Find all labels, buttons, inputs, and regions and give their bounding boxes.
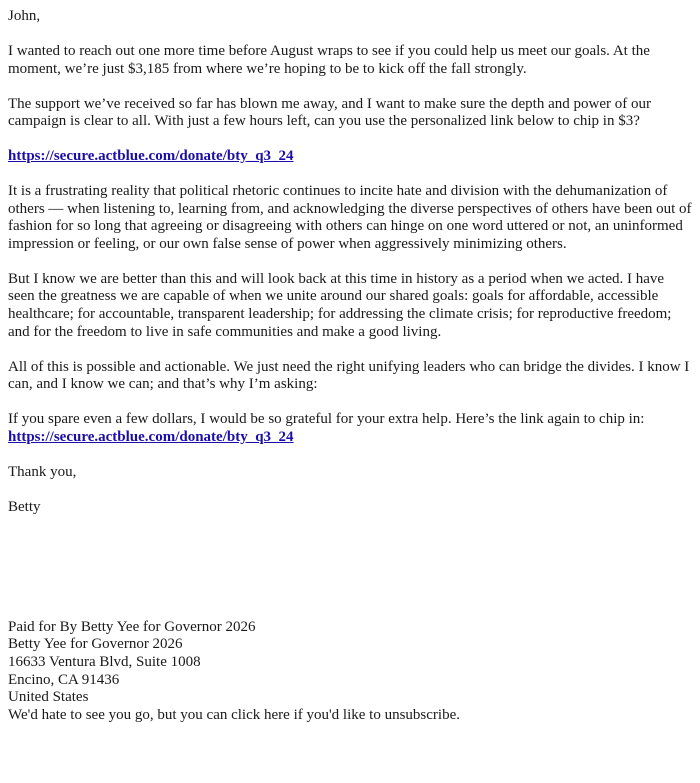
- greeting: John,: [8, 8, 41, 24]
- spacer: [8, 534, 692, 619]
- donate-link-again[interactable]: https://secure.actblue.com/donate/bty_q3_24: [8, 428, 294, 445]
- footer-address-line1: 16633 Ventura Blvd, Suite 1008: [8, 653, 201, 670]
- paragraph-greatness: But I know we are better than this and will look back at this time in history as a period when we acted. I have seen the greatness we are capable of when we unite around our shared goals: goals for affordable, accessible healthcare; for accountable, transparent leadership; for addressing the climate crisis; for reproductive freedom; and for the freedom to live in safe communities and make a good living.: [8, 270, 672, 340]
- paragraph-support: The support we’ve received so far has blown me away, and I want to make sure the depth and power of our campaign is clear to all. With just a few hours left, can you use the personalized link below to chip in $3?: [8, 95, 651, 130]
- paragraph-actionable: All of this is possible and actionable. We just need the right unifying leaders who can bridge the divides. I know I can, and I know we can; and that’s why I’m asking:: [8, 358, 690, 393]
- paid-for-disclaimer: Paid for By Betty Yee for Governor 2026: [8, 618, 256, 635]
- footer-address-line2: Encino, CA 91436: [8, 671, 120, 688]
- donate-link-paragraph: [8, 148, 692, 166]
- paragraph-chip-in: [8, 411, 692, 446]
- unsubscribe-text[interactable]: We'd hate to see you go, but you can click here if you'd like to unsubscribe.: [8, 706, 460, 723]
- paragraph-goal: I wanted to reach out one more time before August wraps to see if you could help us meet our goals. At the moment, we’re just $3,185 from where we’re hoping to be to kick off the fall strongly.: [8, 42, 650, 77]
- footer-country: United States: [8, 689, 89, 706]
- footer: [8, 619, 692, 725]
- footer-org: Betty Yee for Governor 2026: [8, 636, 183, 653]
- signature: Betty: [8, 498, 41, 515]
- closing: Thank you,: [8, 463, 77, 480]
- chip-in-text: If you spare even a few dollars, I would be so grateful for your extra help. Here’s the link again to chip in:: [8, 411, 645, 428]
- paragraph-rhetoric: It is a frustrating reality that political rhetoric continues to incite hate and division with the dehumanization of others — when listening to, learning from, and acknowledging the diverse perspectives of others have been out of fashion for so long that agreeing or disagreeing with others can hinge on one word uttered or not, an uninformed impression or feeling, or our own false sense of power when aggressively minimizing others.: [8, 183, 692, 252]
- donate-link[interactable]: https://secure.actblue.com/donate/bty_q3_24: [8, 148, 294, 165]
